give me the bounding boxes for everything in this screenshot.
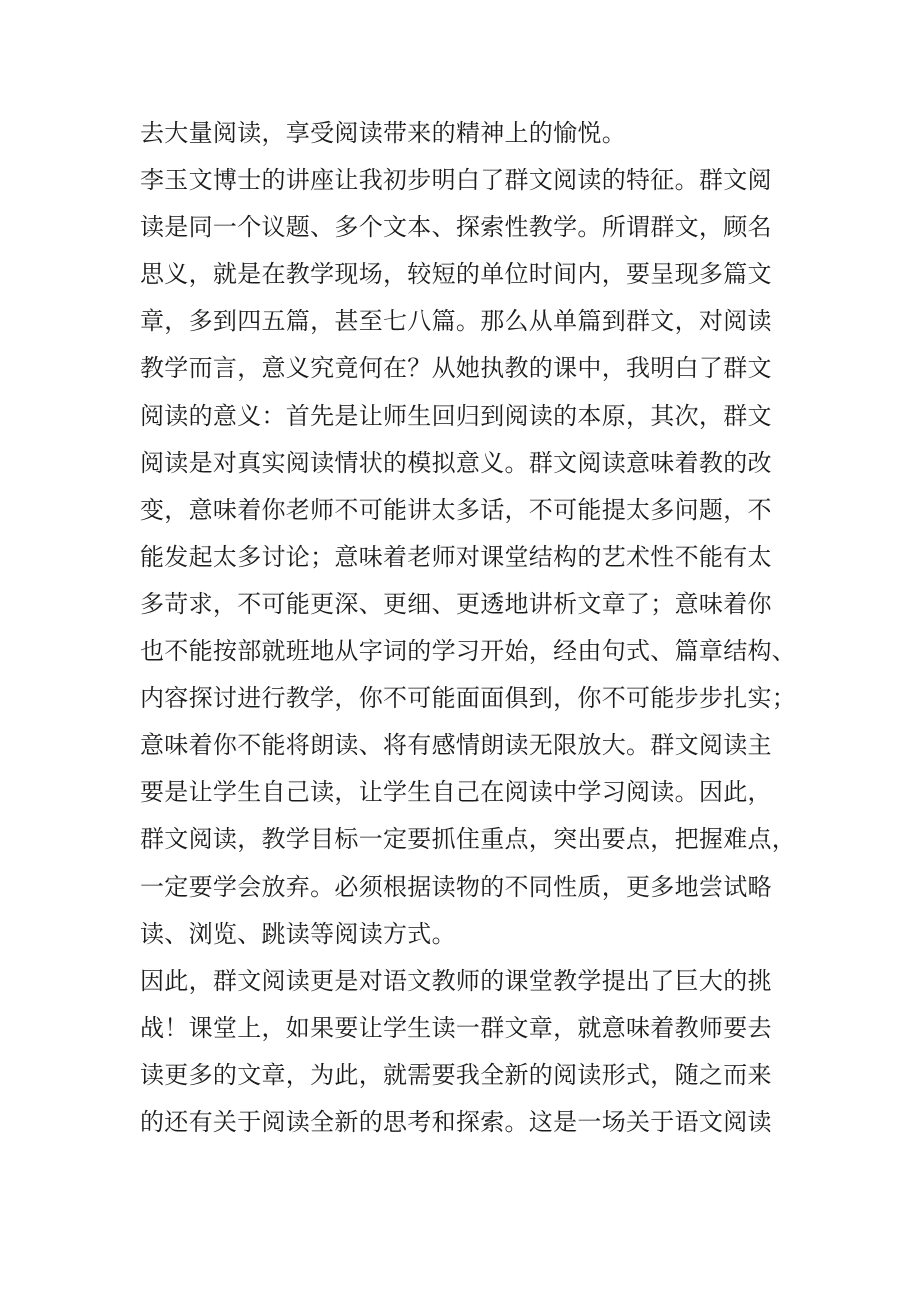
- text-line: 阅读的意义：首先是让师生回归到阅读的本原，其次，群文: [140, 401, 772, 430]
- text-line: 因此，群文阅读更是对语文教师的课堂教学提出了巨大的挑: [140, 966, 772, 995]
- text-line: 意味着你不能将朗读、将有感情朗读无限放大。群文阅读主: [140, 731, 772, 760]
- text-line: 群文阅读，教学目标一定要抓住重点，突出要点，把握难点，: [140, 825, 797, 854]
- text-line: 多苛求，不可能更深、更细、更透地讲析文章了；意味着你: [140, 589, 772, 618]
- text-line: 能发起太多讨论；意味着老师对课堂结构的艺术性不能有太: [140, 542, 772, 571]
- text-line: 也不能按部就班地从字词的学习开始，经由句式、篇章结构、: [140, 637, 797, 666]
- text-line: 一定要学会放弃。必须根据读物的不同性质，更多地尝试略: [140, 872, 772, 901]
- text-line: 的还有关于阅读全新的思考和探索。这是一场关于语文阅读: [140, 1107, 772, 1136]
- text-line: 变，意味着你老师不可能讲太多话，不可能提太多问题，不: [140, 495, 772, 524]
- text-line: 要是让学生自己读，让学生自己在阅读中学习阅读。因此，: [140, 778, 772, 807]
- text-line: 读是同一个议题、多个文本、探索性教学。所谓群文，顾名: [140, 213, 772, 242]
- text-line: 教学而言，意义究竟何在？从她执教的课中，我明白了群文: [140, 354, 772, 383]
- text-line: 阅读是对真实阅读情状的模拟意义。群文阅读意味着教的改: [140, 448, 772, 477]
- text-line: 内容探讨进行教学，你不可能面面俱到，你不可能步步扎实；: [140, 684, 797, 713]
- text-line: 李玉文博士的讲座让我初步明白了群文阅读的特征。群文阅: [140, 166, 772, 195]
- text-line: 读更多的文章，为此，就需要我全新的阅读形式，随之而来: [140, 1060, 772, 1089]
- text-line: 读、浏览、跳读等阅读方式。: [140, 919, 456, 948]
- text-line: 思义，就是在教学现场，较短的单位时间内，要呈现多篇文: [140, 260, 772, 289]
- text-line: 章，多到四五篇，甚至七八篇。那么从单篇到群文，对阅读: [140, 307, 772, 336]
- text-line: 去大量阅读，享受阅读带来的精神上的愉悦。: [140, 119, 626, 147]
- body-text: [140, 110, 810, 1146]
- text-line: 战！课堂上，如果要让学生读一群文章，就意味着教师要去: [140, 1013, 772, 1042]
